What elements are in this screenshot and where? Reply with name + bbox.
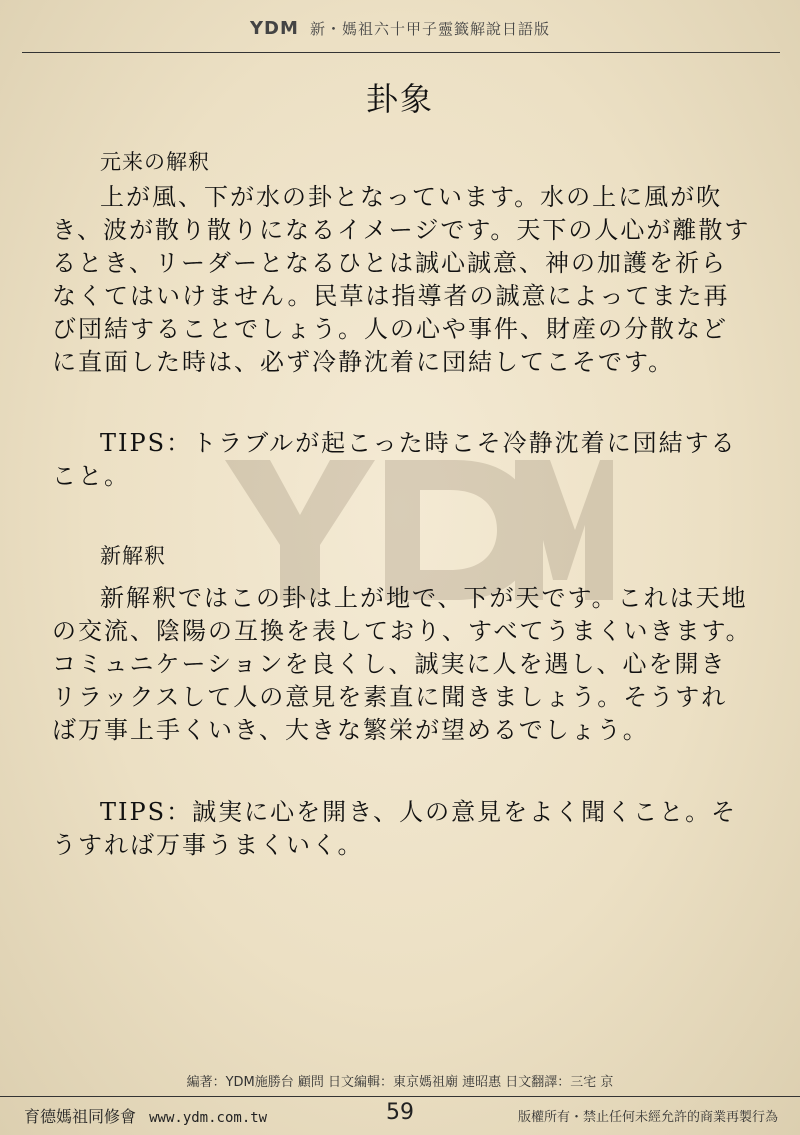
tips-2: TIPS：誠実に心を開き、人の意見をよく聞くこと。そうすれば万事うまくいく。 (52, 798, 738, 859)
header-title: 新・媽祖六十甲子靈籤解說日語版 (309, 20, 550, 38)
copyright-notice: 版權所有・禁止任何未經允許的商業再製行為 (517, 1110, 778, 1125)
original-interpretation-heading: 元来の解釈 (100, 150, 210, 174)
page-number: 59 (386, 1100, 414, 1125)
credits-line: 編著：YDM施勝台 顧問 日文編輯：東京媽祖廟 連昭惠 日文翻譯：三宅 京 (186, 1075, 614, 1090)
page-header (0, 18, 800, 46)
header-divider (22, 52, 780, 53)
website-link[interactable]: www.ydm.com.tw (149, 1110, 268, 1126)
footer-divider (0, 1096, 800, 1097)
new-interpretation-text: 新解釈ではこの卦は上が地で、下が天です。これは天地の交流、陰陽の互換を表しており、すべてうまくいきます。コミュニケーションを良くし、誠実に人を遇し、心を開きリラックスして人の意見を素直に聞きましょう。そうすれば万事上手くいき、大きな繁栄が望めるでしょう。 (52, 584, 752, 744)
tips-1: TIPS：トラブルが起こった時こそ冷静沈着に団結すること。 (52, 429, 737, 490)
organization-name: 育德媽祖同修會 (24, 1107, 137, 1126)
new-interpretation-heading: 新解釈 (100, 544, 166, 568)
original-interpretation-text: 上が風、下が水の卦となっています。水の上に風が吹き、波が散り散りになるイメージです。天下の人心が離散するとき、リーダーとなるひとは誠心誠意、神の加護を祈らなくてはいけません。民草は指導者の誠意によってまた再び団結することでしょう。人の心や事件、財産の分散などに直面した時は、必ず冷静沈着に団結してこそです。 (52, 183, 751, 376)
page-title: 卦象 (365, 80, 434, 118)
ydm-logo: YDM (250, 18, 299, 39)
